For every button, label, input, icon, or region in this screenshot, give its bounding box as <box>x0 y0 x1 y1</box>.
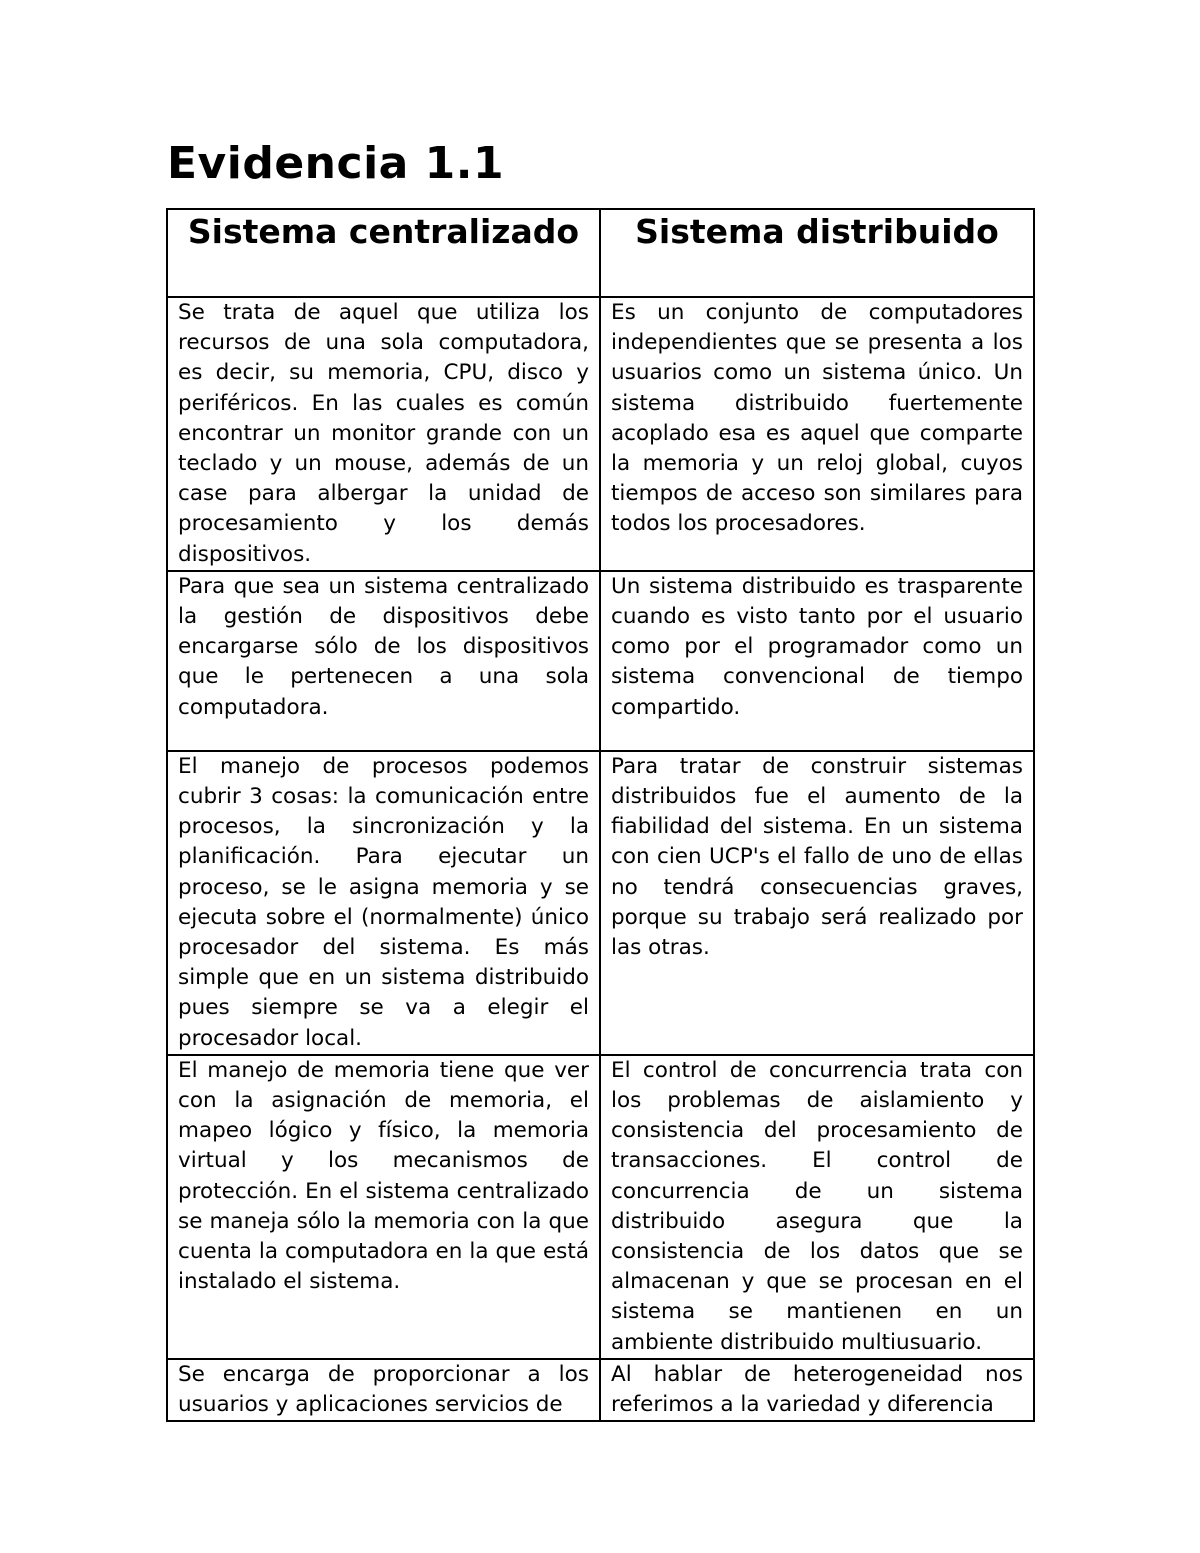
cell-distribuido: Para tratar de construir sistemas distribuidos fue el aumento de la fiabilidad del sistema. En un sistema con cien UCP's el fallo de uno de ellas no tendrá consecuencias graves, porque su trabajo será realizado por las otras. <box>600 751 1034 1055</box>
cell-centralizado: Se encarga de proporcionar a los usuarios y aplicaciones servicios de <box>167 1359 600 1421</box>
table-row <box>167 1359 1034 1421</box>
table-row <box>167 751 1034 1055</box>
cell-distribuido: Un sistema distribuido es trasparente cuando es visto tanto por el usuario como por el programador como un sistema convencional de tiempo compartido. <box>600 571 1034 751</box>
cell-centralizado: El manejo de memoria tiene que ver con la asignación de memoria, el mapeo lógico y físico, la memoria virtual y los mecanismos de protección. En el sistema centralizado se maneja sólo la memoria con la que cuenta la computadora en la que está instalado el sistema. <box>167 1055 600 1359</box>
cell-centralizado: Se trata de aquel que utiliza los recursos de una sola computadora, es decir, su memoria, CPU, disco y periféricos. En las cuales es común encontrar un monitor grande con un teclado y un mouse, además de un case para albergar la unidad de procesamiento y los demás dispositivos. <box>167 297 600 571</box>
table-row <box>167 571 1034 751</box>
table-header-row <box>167 209 1034 297</box>
page-title: Evidencia 1.1 <box>167 138 505 189</box>
comparison-table <box>166 208 1035 1422</box>
cell-distribuido: Al hablar de heterogeneidad nos referimos a la variedad y diferencia <box>600 1359 1034 1421</box>
table-row <box>167 1055 1034 1359</box>
cell-centralizado: Para que sea un sistema centralizado la gestión de dispositivos debe encargarse sólo de los dispositivos que le pertenecen a una sola computadora. <box>167 571 600 751</box>
cell-distribuido: El control de concurrencia trata con los problemas de aislamiento y consistencia del procesamiento de transacciones. El control de concurrencia de un sistema distribuido asegura que la consistencia de los datos que se almacenan y que se procesan en el sistema se mantienen en un ambiente distribuido multiusuario. <box>600 1055 1034 1359</box>
header-sistema-centralizado: Sistema centralizado <box>167 209 600 297</box>
cell-distribuido: Es un conjunto de computadores independientes que se presenta a los usuarios como un sistema único. Un sistema distribuido fuertemente acoplado esa es aquel que comparte la memoria y un reloj global, cuyos tiempos de acceso son similares para todos los procesadores. <box>600 297 1034 571</box>
cell-centralizado: El manejo de procesos podemos cubrir 3 cosas: la comunicación entre procesos, la sincronización y la planificación. Para ejecutar un proceso, se le asigna memoria y se ejecuta sobre el (normalmente) único procesador del sistema. Es más simple que en un sistema distribuido pues siempre se va a elegir el procesador local. <box>167 751 600 1055</box>
header-sistema-distribuido: Sistema distribuido <box>600 209 1034 297</box>
table-row <box>167 297 1034 571</box>
